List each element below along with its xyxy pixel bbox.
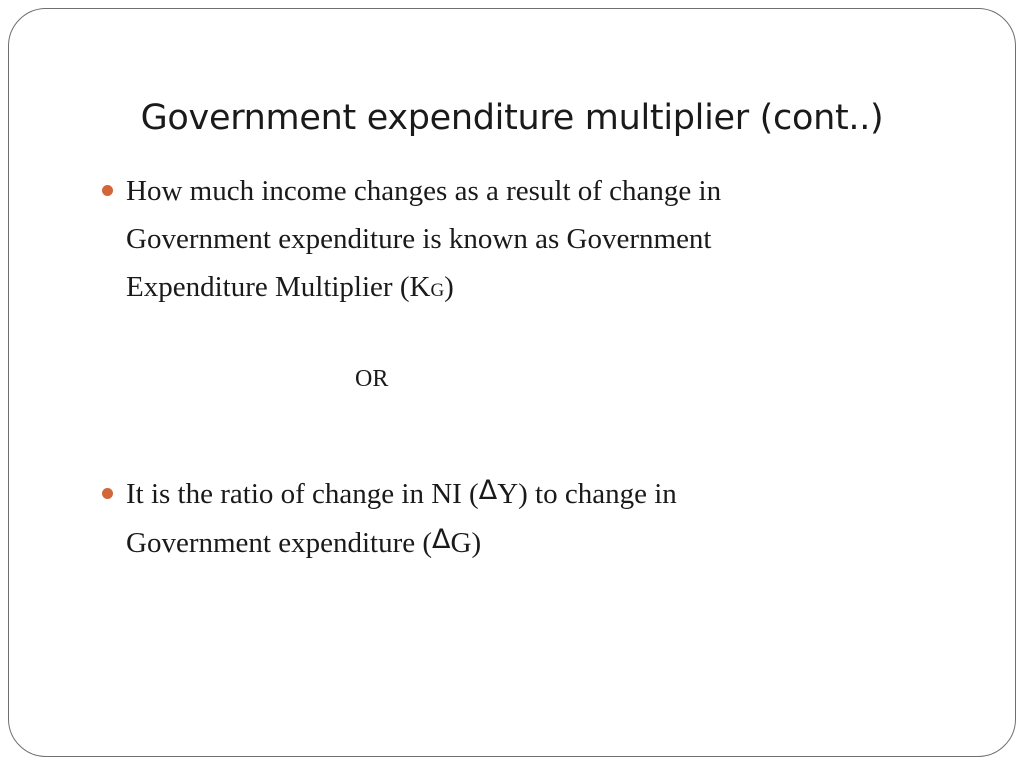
bullet-text: Expenditure Multiplier (K: [126, 271, 431, 303]
bullet-item-definition: [126, 167, 886, 315]
bullet-line: Government expenditure is known as Government: [126, 223, 712, 255]
bullet-text: It is the ratio of change in NI (: [126, 478, 479, 510]
delta-symbol: Δ: [432, 524, 451, 555]
or-separator: OR: [355, 366, 389, 392]
bullet-item-ratio: [126, 470, 886, 568]
bullet-text: ): [444, 271, 454, 303]
bullet-line: [126, 470, 886, 519]
bullet-dot-icon: [102, 185, 113, 196]
delta-symbol: Δ: [478, 475, 498, 506]
bullet-line: [126, 519, 886, 568]
bullet-text: Y) to change in: [497, 478, 677, 510]
bullet-dot-icon: [102, 488, 113, 499]
bullet-text: G): [450, 527, 482, 559]
bullet-text: Government expenditure (: [126, 527, 433, 559]
subscript-g: G: [430, 280, 445, 301]
slide-title: Government expenditure multiplier (cont..): [140, 98, 884, 138]
bullet-line: How much income changes as a result of change in: [126, 175, 722, 207]
bullet-line: [126, 263, 886, 315]
